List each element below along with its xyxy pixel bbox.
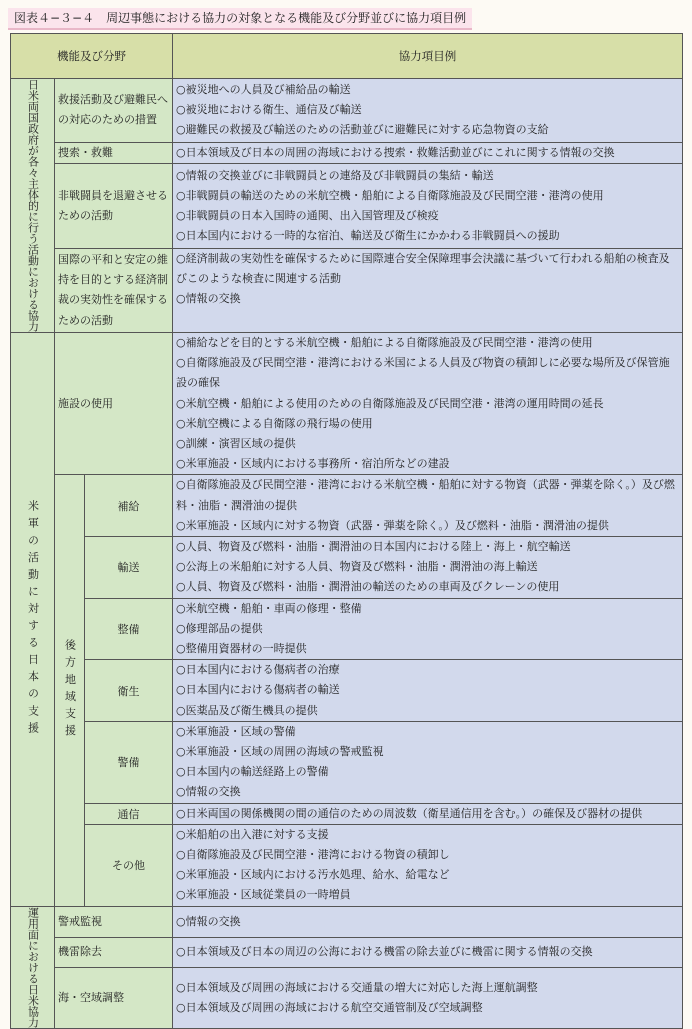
list-item: ○公海上の米船舶に対する人員、物資及び燃料・油脂・潤滑油の海上輸送 [176,560,538,574]
items-sea-air-coordination [173,968,683,1028]
category-economic-sanctions: 国際の平和と安定の維持を目的とする経済制裁の実効性を確保するための活動 [55,248,173,332]
header-cooperation-items: 協力項目例 [173,34,683,79]
list-item: ○医薬品及び衛生機具の提供 [176,703,318,717]
list-item: ○自衛隊施設及び民間空港・港湾における物資の積卸し [176,848,450,862]
items-transport [173,537,683,599]
category-security: 警備 [85,721,173,803]
list-item: ○情報の交換 [176,292,241,306]
list-item: ○人員、物資及び燃料・油脂・潤滑油の輸送のための車両及びクレーンの使用 [176,580,560,594]
figure-title: 図表４−３−４ 周辺事態における協力の対象となる機能及び分野並びに協力項目例 [8,8,472,30]
list-item: ○日本領域及び日本の周囲の海域における捜索・救難活動並びにこれに関する情報の交換 [176,145,615,159]
list-item: ○訓練・演習区域の提供 [176,437,296,451]
rear-area-support-label: 後方地域支援 [55,475,85,906]
list-item: ○米航空機による自衛隊の飛行場の使用 [176,416,373,430]
items-search-rescue [173,142,683,164]
list-item: ○日本領域及び日本の周辺の公海における機雷の除去並びに機雷に関する情報の交換 [176,945,593,959]
list-item: ○自衛隊施設及び民間空港・港湾における米国による人員及び物資の積卸しに必要な場所及び保管施設の確保 [176,356,670,390]
list-item: ○米航空機・船舶・車両の修理・整備 [176,601,362,615]
table-header-row [11,34,683,79]
list-item: ○米航空機・船舶による使用のための自衛隊施設及び民間空港・港湾の運用時間の延長 [176,396,604,410]
list-item: ○経済制裁の実効性を確保するために国際連合安全保障理事会決議に基づいて行われる船舶の検査及びこのような検査に関連する活動 [176,251,670,285]
section-label-operational-cooperation: 運用面における日米協力 [11,906,55,1028]
section-label-us-support: 米軍の活動に対する日本の支援 [11,333,55,907]
list-item: ○被災地への人員及び補給品の輸送 [176,82,351,96]
category-minesweeping: 機雷除去 [55,937,173,968]
list-item: ○非戦闘員の日本入国時の通関、出入国管理及び検疫 [176,209,439,222]
cooperation-table [10,33,683,1029]
items-facility-use [173,333,683,475]
list-item: ○米軍施設・区域内における汚水処理、給水、給電など [176,868,450,882]
category-search-rescue: 捜索・救難 [55,142,173,164]
list-item: ○人員、物資及び燃料・油脂・潤滑油の日本国内における陸上・海上・航空輸送 [176,540,571,554]
list-item: ○日米両国の関係機関の間の通信のための周波数（衛星通信用を含む。）の確保及び器材の提供 [176,806,643,820]
category-maintenance: 整備 [85,598,173,660]
category-facility-use: 施設の使用 [55,333,173,475]
list-item: ○整備用資器材の一時提供 [176,642,307,656]
list-item: ○米軍施設・区域の警備 [176,724,296,738]
list-item: ○日本領域及び周囲の海域における交通量の増大に対応した海上運航調整 [176,980,538,994]
items-minesweeping [173,937,683,968]
category-medical: 衛生 [85,660,173,722]
list-item: ○情報の交換並びに非戦闘員との連絡及び非戦闘員の集結・輸送 [176,168,494,182]
list-item: ○自衛隊施設及び民間空港・港湾における米航空機・船舶に対する物資（武器・弾薬を除く。）及び燃料・油脂・潤滑油の提供 [176,478,675,512]
list-item: ○日本国内における傷病者の治療 [176,663,340,677]
items-security [173,721,683,803]
list-item: ○米軍施設・区域従業員の一時増員 [176,888,351,902]
list-item: ○非戦闘員の輸送のための米航空機・船舶による自衛隊施設及び民間空港・港湾の使用 [176,188,604,202]
list-item: ○情報の交換 [176,914,241,928]
list-item: ○米船舶の出入港に対する支援 [176,827,329,841]
category-relief: 救援活動及び避難民への対応のための措置 [55,79,173,143]
list-item: ○情報の交換 [176,785,241,799]
items-supply [173,475,683,537]
items-other [173,824,683,906]
list-item: ○米軍施設・区域内における事務所・宿泊所などの建設 [176,457,450,471]
category-noncombatant-evacuation: 非戦闘員を退避させるための活動 [55,164,173,248]
category-sea-air-coordination: 海・空域調整 [55,968,173,1028]
category-communications: 通信 [85,803,173,824]
list-item: ○日本国内における傷病者の輸送 [176,683,340,697]
items-relief [173,79,683,143]
list-item: ○修理部品の提供 [176,621,263,635]
items-maintenance [173,598,683,660]
list-item: ○避難民の救援及び輸送のための活動並びに避難民に対する応急物資の支給 [176,123,549,137]
list-item: ○米軍施設・区域内に対する物資（武器・弾薬を除く。）及び燃料・油脂・潤滑油の提供 [176,518,609,532]
list-item: ○日本国内の輸送経路上の警備 [176,765,329,779]
category-surveillance: 警戒監視 [55,906,173,937]
category-supply: 補給 [85,475,173,537]
items-economic-sanctions [173,248,683,332]
items-communications [173,803,683,824]
list-item: ○米軍施設・区域の周囲の海域の警戒監視 [176,745,384,759]
list-item: ○日本領域及び周囲の海域における航空交通管制及び空域調整 [176,1001,483,1015]
section-label-independent-activities: 日米両国政府が各々主体的に行う活動における協力 [11,79,55,333]
list-item: ○被災地における衛生、通信及び輸送 [176,103,362,117]
list-item: ○日本国内における一時的な宿泊、輸送及び衛生にかかわる非戦闘員への援助 [176,229,560,243]
list-item: ○補給などを目的とする米航空機・船舶による自衛隊施設及び民間空港・港湾の使用 [176,336,593,349]
items-noncombatant-evacuation [173,164,683,248]
category-transport: 輸送 [85,537,173,599]
items-surveillance [173,906,683,937]
category-other: その他 [85,824,173,906]
items-medical [173,660,683,722]
header-function-field: 機能及び分野 [11,34,173,79]
